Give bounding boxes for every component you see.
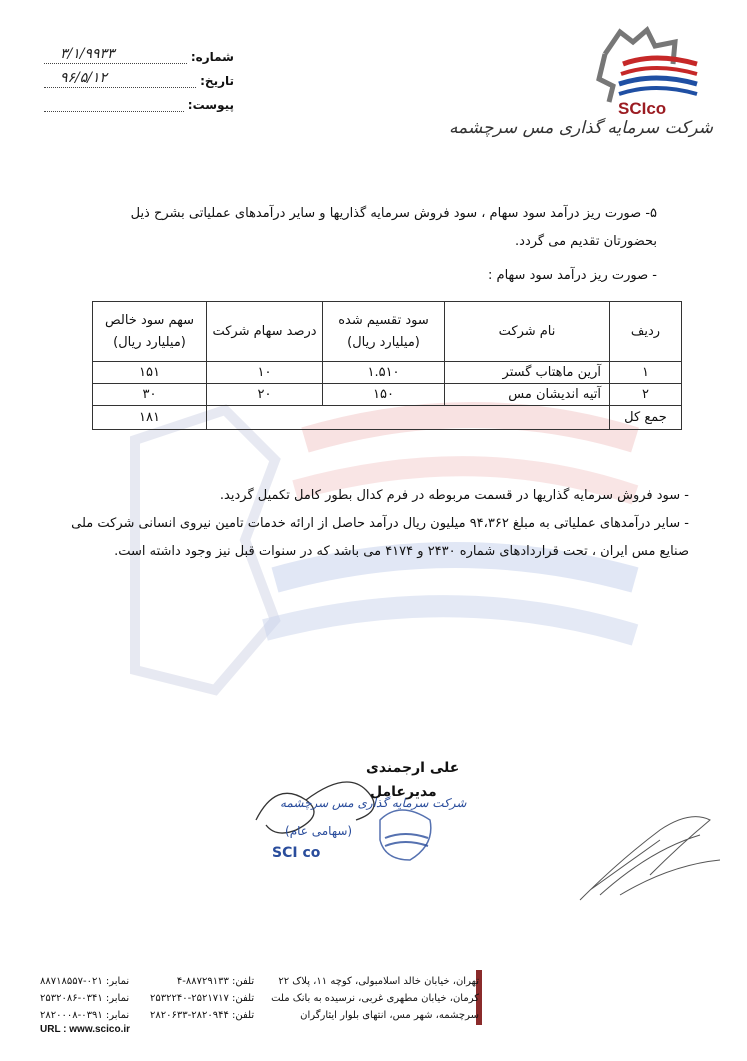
footer-addresses xyxy=(271,973,479,1024)
cell-company: آرین ماهتاب گستر xyxy=(445,362,610,384)
date-line xyxy=(44,72,196,88)
fax-row xyxy=(40,990,129,1007)
cell-net: ۳۰ xyxy=(93,384,207,406)
cell-index: ۱ xyxy=(610,362,682,384)
cell-company: آتیه اندیشان مس xyxy=(445,384,610,406)
cell-dividend: ۱۵۰ xyxy=(323,384,445,406)
fax-row xyxy=(40,973,129,990)
phone-row xyxy=(150,1007,254,1024)
fax-label: نمابر: xyxy=(105,976,130,987)
attachment-row xyxy=(44,88,234,112)
company-name: شرکت سرمایه گذاری مس سرچشمه xyxy=(448,118,713,138)
bullet-other-revenue: - سایر درآمدهای عملیاتی به مبلغ ۹۴،۳۶۲ میلیون ریال درآمد حاصل از ارائه خدمات تامین نیروی انسانی شرکت ملی صنایع مس ایران ، تحت قراردادهای شماره ۲۴۳۰ و ۴۱۷۴ می باشد که در سنوات قبل نیز وجود داشته است. xyxy=(71,516,689,559)
number-row xyxy=(44,40,234,64)
total-label: جمع کل xyxy=(610,406,682,430)
phone-value: ۲۵۲۱۷۱۷-۲۵۳۲۲۴۰ xyxy=(150,993,229,1004)
footer-faxes xyxy=(40,973,129,1024)
number-label: شماره: xyxy=(190,50,234,64)
total-value: ۱۸۱ xyxy=(93,406,207,430)
cell-percent: ۲۰ xyxy=(207,384,323,406)
header-dividend: سود تقسیم شده (میلیارد ریال) xyxy=(323,302,445,362)
address-tehran: تهران، خیابان خالد اسلامبولی، کوچه ۱۱، پلاک ۲۲ xyxy=(278,976,479,987)
phone-row xyxy=(150,990,254,1007)
fax-value: ۰۲۱-۸۸۷۱۸۵۵۷ xyxy=(40,976,103,987)
phone-label: تلفن: xyxy=(232,1010,255,1021)
cell-dividend: ۱.۵۱۰ xyxy=(323,362,445,384)
second-signature-scribble xyxy=(560,800,730,910)
address-sarcheshmeh: سرچشمه، شهر مس، انتهای بلوار ایثارگران xyxy=(300,1010,479,1021)
stamp-logo-text: SCI co xyxy=(272,845,321,861)
header-row-index: ردیف xyxy=(610,302,682,362)
stamp-company: شرکت سرمایه گذاری مس سرچشمه xyxy=(280,796,467,810)
signer-name: علی ارجمندی xyxy=(366,760,460,776)
phone-value: ۸۸۷۲۹۱۳۳-۴ xyxy=(176,976,229,987)
fax-label: نمابر: xyxy=(105,993,130,1004)
header-percent: درصد سهام شرکت xyxy=(207,302,323,362)
phone-value: ۲۸۲۰۹۴۴-۲۸۲۰۶۳۳ xyxy=(150,1010,229,1021)
attachment-label: پیوست: xyxy=(187,98,234,112)
paragraph-dividends: - صورت ریز درآمد سود سهام : xyxy=(488,268,657,283)
letter-meta xyxy=(44,40,234,112)
stamp-type: (سهامی عام) xyxy=(285,824,353,838)
fax-row xyxy=(40,1007,129,1024)
total-spacer xyxy=(207,406,610,430)
table-row xyxy=(93,362,682,384)
footer-phones xyxy=(150,973,254,1024)
table-total-row xyxy=(93,406,682,430)
cell-net: ۱۵۱ xyxy=(93,362,207,384)
header-company: نام شرکت xyxy=(445,302,610,362)
number-line xyxy=(44,48,187,64)
paragraph-intro: ۵- صورت ریز درآمد سود سهام ، سود فروش سرمایه گذاریها و سایر درآمدهای عملیاتی بشرح ذیل بحضورتان تقدیم می گردد. xyxy=(130,206,657,249)
date-row xyxy=(44,64,234,88)
attachment-line xyxy=(44,96,184,112)
phone-label: تلفن: xyxy=(232,993,255,1004)
dividend-table xyxy=(92,301,682,430)
header-net: سهم سود خالص (میلیارد ریال) xyxy=(93,302,207,362)
fax-value: ۰۳۴۱-۲۵۳۲۰۸۶ xyxy=(40,993,103,1004)
signer-title: مدیرعامل xyxy=(370,784,437,800)
logo-text: SCIco xyxy=(618,99,667,118)
bullet-investment-sales: - سود فروش سرمایه گذاریها در قسمت مربوطه در فرم کدال بطور کامل تکمیل گردید. xyxy=(219,488,689,503)
cell-percent: ۱۰ xyxy=(207,362,323,384)
date-label: تاریخ: xyxy=(200,74,234,88)
table-header-row xyxy=(93,302,682,362)
phone-label: تلفن: xyxy=(232,976,255,987)
table-row xyxy=(93,384,682,406)
number-value: ۳/۱/۹۹۳۳ xyxy=(60,46,115,62)
phone-row xyxy=(150,973,254,990)
fax-value: ۰۳۹۱-۲۸۲۰۰۰۸ xyxy=(40,1010,103,1021)
fax-label: نمابر: xyxy=(105,1010,130,1021)
address-kerman: کرمان، خیابان مطهری غربی، نرسیده به بانک ملت xyxy=(271,993,479,1004)
website-url: URL : www.scico.ir xyxy=(40,1024,131,1035)
cell-index: ۲ xyxy=(610,384,682,406)
date-value: ۹۶/۵/۱۲ xyxy=(60,70,108,86)
